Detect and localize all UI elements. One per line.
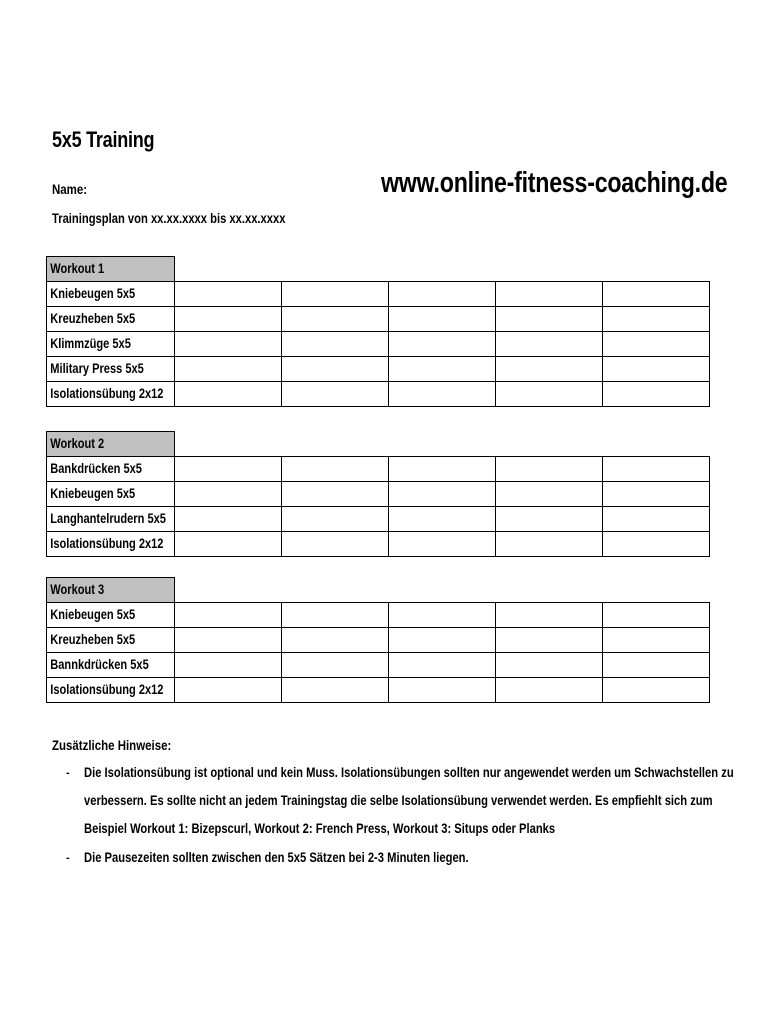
- entry-cell[interactable]: [603, 457, 710, 482]
- entry-cell[interactable]: [282, 678, 389, 703]
- entry-cell[interactable]: [175, 382, 282, 407]
- entry-cell[interactable]: [389, 532, 496, 557]
- notes-title: Zusätzliche Hinweise:: [52, 737, 172, 753]
- entry-cell[interactable]: [175, 507, 282, 532]
- entry-cell[interactable]: [496, 603, 603, 628]
- workout-table-1: [46, 256, 710, 407]
- exercise-row: [47, 678, 710, 703]
- entry-cell[interactable]: [603, 332, 710, 357]
- entry-cell[interactable]: [496, 507, 603, 532]
- entry-cell[interactable]: [496, 382, 603, 407]
- entry-cell[interactable]: [282, 507, 389, 532]
- workout-title: Workout 2: [50, 436, 105, 451]
- entry-cell[interactable]: [175, 628, 282, 653]
- entry-cell[interactable]: [389, 678, 496, 703]
- exercise-row: [47, 507, 710, 532]
- entry-cell[interactable]: [389, 507, 496, 532]
- entry-cell[interactable]: [496, 457, 603, 482]
- note-line: verbessern. Es sollte nicht an jedem Trainingstag die selbe Isolationsübung verwendet werden. Es empfiehlt sich zum: [84, 792, 713, 808]
- entry-cell[interactable]: [282, 457, 389, 482]
- name-label: Name:: [52, 181, 88, 197]
- entry-cell[interactable]: [175, 332, 282, 357]
- entry-cell[interactable]: [175, 678, 282, 703]
- exercise-name-cell: [47, 307, 175, 332]
- entry-cell[interactable]: [282, 307, 389, 332]
- entry-cell[interactable]: [496, 653, 603, 678]
- page-title: 5x5 Training: [52, 127, 155, 152]
- exercise-name-cell: [47, 482, 175, 507]
- exercise-row: [47, 603, 710, 628]
- entry-cell[interactable]: [496, 678, 603, 703]
- exercise-name: Military Press 5x5: [50, 361, 144, 376]
- entry-cell[interactable]: [175, 357, 282, 382]
- exercise-name-cell: [47, 603, 175, 628]
- entry-cell[interactable]: [389, 653, 496, 678]
- exercise-name-cell: [47, 357, 175, 382]
- entry-cell[interactable]: [282, 628, 389, 653]
- exercise-name-cell: [47, 457, 175, 482]
- workout-title-cell: [47, 257, 175, 282]
- exercise-name: Isolationsübung 2x12: [50, 682, 164, 697]
- exercise-row: [47, 628, 710, 653]
- entry-cell[interactable]: [389, 332, 496, 357]
- entry-cell[interactable]: [389, 482, 496, 507]
- entry-cell[interactable]: [603, 507, 710, 532]
- entry-cell[interactable]: [389, 382, 496, 407]
- workout-title-cell: [47, 432, 175, 457]
- entry-cell[interactable]: [389, 603, 496, 628]
- exercise-name: Isolationsübung 2x12: [50, 536, 164, 551]
- entry-cell[interactable]: [496, 482, 603, 507]
- entry-cell[interactable]: [603, 357, 710, 382]
- entry-cell[interactable]: [282, 653, 389, 678]
- exercise-name-cell: [47, 532, 175, 557]
- entry-cell[interactable]: [603, 482, 710, 507]
- plan-period-label: Trainingsplan von xx.xx.xxxx bis xx.xx.xxxx: [52, 210, 286, 226]
- entry-cell[interactable]: [175, 532, 282, 557]
- entry-cell[interactable]: [175, 603, 282, 628]
- exercise-name-cell: [47, 332, 175, 357]
- entry-cell[interactable]: [496, 282, 603, 307]
- exercise-row: [47, 282, 710, 307]
- entry-cell[interactable]: [496, 307, 603, 332]
- entry-cell[interactable]: [496, 332, 603, 357]
- workout-table-3: [46, 577, 710, 703]
- exercise-row: [47, 653, 710, 678]
- exercise-name: Kniebeugen 5x5: [50, 486, 136, 501]
- entry-cell[interactable]: [389, 457, 496, 482]
- workout-header-row: [47, 432, 710, 457]
- exercise-name: Kniebeugen 5x5: [50, 607, 136, 622]
- entry-cell[interactable]: [175, 457, 282, 482]
- entry-cell[interactable]: [389, 628, 496, 653]
- exercise-name: Kreuzheben 5x5: [50, 632, 136, 647]
- bullet-marker: -: [66, 767, 70, 779]
- workout-title: Workout 3: [50, 582, 105, 597]
- workout-header-row: [47, 257, 710, 282]
- exercise-name: Bannkdrücken 5x5: [50, 657, 149, 672]
- entry-cell[interactable]: [389, 357, 496, 382]
- exercise-row: [47, 457, 710, 482]
- entry-cell[interactable]: [496, 357, 603, 382]
- exercise-name: Isolationsübung 2x12: [50, 386, 164, 401]
- workout-title-cell: [47, 578, 175, 603]
- exercise-name: Klimmzüge 5x5: [50, 336, 131, 351]
- entry-cell[interactable]: [282, 382, 389, 407]
- entry-cell[interactable]: [175, 282, 282, 307]
- exercise-row: [47, 482, 710, 507]
- entry-cell[interactable]: [175, 482, 282, 507]
- exercise-name-cell: [47, 282, 175, 307]
- exercise-row: [47, 532, 710, 557]
- workout-title: Workout 1: [50, 261, 105, 276]
- note-line: Beispiel Workout 1: Bizepscurl, Workout 2: French Press, Workout 3: Situps oder Planks: [84, 820, 556, 836]
- entry-cell[interactable]: [496, 628, 603, 653]
- entry-cell[interactable]: [496, 532, 603, 557]
- exercise-name-cell: [47, 382, 175, 407]
- note-line: Die Isolationsübung ist optional und kein Muss. Isolationsübungen sollten nur angewendet werden um Schwachstellen zu: [84, 764, 734, 780]
- note-line: Die Pausezeiten sollten zwischen den 5x5 Sätzen bei 2-3 Minuten liegen.: [84, 849, 469, 865]
- exercise-name: Langhantelrudern 5x5: [50, 511, 166, 526]
- entry-cell[interactable]: [175, 307, 282, 332]
- entry-cell[interactable]: [389, 307, 496, 332]
- exercise-name: Kniebeugen 5x5: [50, 286, 136, 301]
- exercise-row: [47, 382, 710, 407]
- workout-header-row: [47, 578, 710, 603]
- entry-cell[interactable]: [389, 282, 496, 307]
- entry-cell[interactable]: [603, 382, 710, 407]
- entry-cell[interactable]: [282, 482, 389, 507]
- entry-cell[interactable]: [603, 603, 710, 628]
- exercise-name-cell: [47, 628, 175, 653]
- entry-cell[interactable]: [603, 653, 710, 678]
- workout-table-2: [46, 431, 710, 557]
- entry-cell[interactable]: [282, 332, 389, 357]
- exercise-row: [47, 357, 710, 382]
- entry-cell[interactable]: [282, 532, 389, 557]
- entry-cell[interactable]: [175, 653, 282, 678]
- exercise-name-cell: [47, 653, 175, 678]
- exercise-name-cell: [47, 678, 175, 703]
- entry-cell[interactable]: [603, 532, 710, 557]
- entry-cell[interactable]: [282, 603, 389, 628]
- entry-cell[interactable]: [603, 628, 710, 653]
- exercise-name-cell: [47, 507, 175, 532]
- entry-cell[interactable]: [603, 282, 710, 307]
- exercise-name: Kreuzheben 5x5: [50, 311, 136, 326]
- entry-cell[interactable]: [603, 307, 710, 332]
- entry-cell[interactable]: [603, 678, 710, 703]
- exercise-name: Bankdrücken 5x5: [50, 461, 142, 476]
- bullet-marker: -: [66, 852, 70, 864]
- exercise-row: [47, 307, 710, 332]
- exercise-row: [47, 332, 710, 357]
- entry-cell[interactable]: [282, 282, 389, 307]
- entry-cell[interactable]: [282, 357, 389, 382]
- website-url: www.online-fitness-coaching.de: [381, 167, 728, 199]
